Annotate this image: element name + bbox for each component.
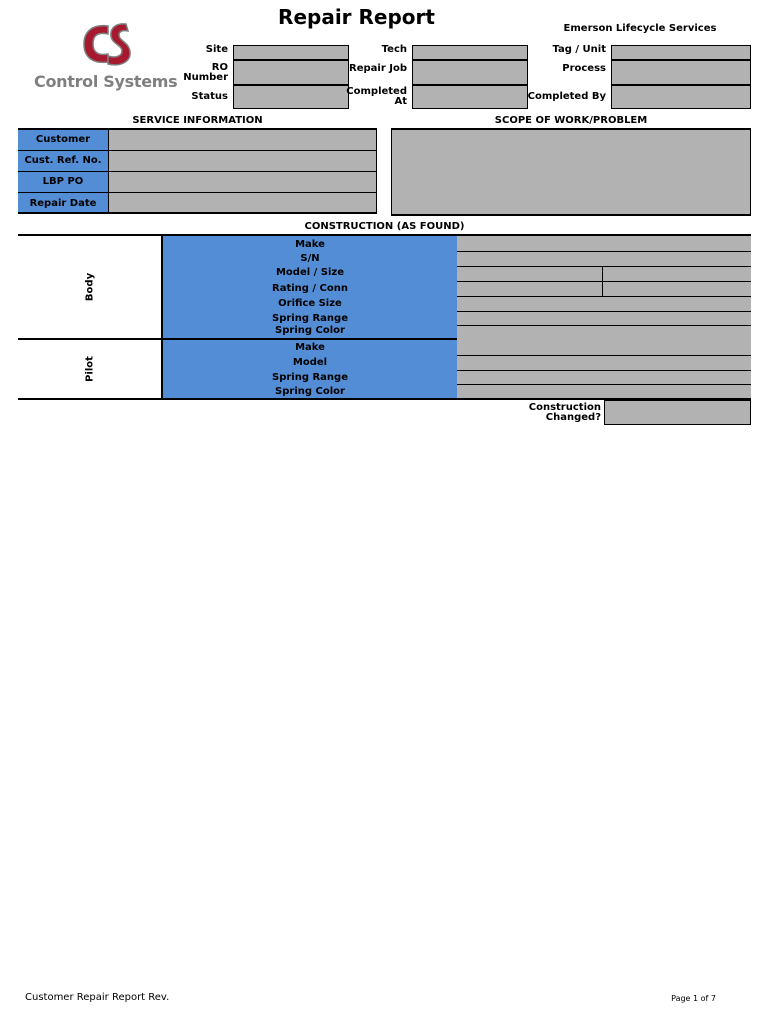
body-spring-color-field[interactable] [457, 325, 751, 340]
pilot-section [18, 340, 751, 400]
site-field[interactable] [233, 45, 349, 60]
lbp-po-label: LBP PO [42, 176, 84, 187]
pilot-spring-color-label: Spring Color [275, 386, 345, 397]
body-model-field[interactable] [457, 266, 603, 281]
body-field-labels [163, 236, 457, 338]
service-info-title: SERVICE INFORMATION [132, 115, 263, 126]
customer-label: Customer [35, 134, 91, 145]
completed-by-field[interactable] [611, 85, 751, 109]
scope-title: SCOPE OF WORK/PROBLEM [494, 115, 648, 126]
body-spring-color-label: Spring Color [275, 325, 345, 336]
repair-job-label: Repair Job [349, 63, 407, 74]
body-model-size-label: Model / Size [275, 267, 345, 278]
service-row[interactable] [18, 172, 377, 193]
construction-title: CONSTRUCTION (AS FOUND) [304, 221, 465, 232]
pilot-model-label: Model [292, 357, 328, 368]
company-name: Emerson Lifecycle Services [563, 23, 717, 34]
cust-ref-label: Cust. Ref. No. [24, 155, 102, 166]
pilot-make-field[interactable] [457, 340, 751, 355]
pilot-spring-color-field[interactable] [457, 384, 751, 398]
body-sn-field[interactable] [457, 251, 751, 266]
service-info-table [18, 128, 377, 214]
body-label: Body [84, 272, 95, 302]
tech-label: Tech [381, 44, 407, 55]
body-size-field[interactable] [603, 266, 751, 281]
body-orifice-size-label: Orifice Size [278, 298, 342, 309]
service-row[interactable] [18, 193, 377, 214]
body-section [18, 234, 751, 340]
pilot-spring-range-label: Spring Range [272, 372, 348, 383]
body-make-label: Make [295, 239, 325, 250]
pilot-make-label: Make [295, 342, 325, 353]
cs-logo-mark-icon [78, 20, 138, 72]
tech-field[interactable] [412, 45, 528, 60]
body-orifice-field[interactable] [457, 296, 751, 311]
repair-job-field[interactable] [412, 60, 528, 85]
tag-unit-field[interactable] [611, 45, 751, 60]
service-row [18, 130, 377, 151]
pilot-label: Pilot [84, 356, 95, 382]
pilot-label-cell [18, 340, 163, 398]
body-value-column [457, 236, 751, 338]
status-label: Status [191, 91, 228, 102]
body-spring-range-label: Spring Range [272, 313, 348, 324]
body-spring-range-field[interactable] [457, 311, 751, 325]
process-field[interactable] [611, 60, 751, 85]
page-number: Page 1 of 7 [671, 994, 716, 1003]
scope-field[interactable] [391, 128, 751, 216]
body-rating-field[interactable] [457, 281, 603, 296]
process-label: Process [562, 63, 606, 74]
footer-left-text: Customer Repair Report Rev. [25, 992, 170, 1003]
page-title: Repair Report [278, 5, 435, 29]
status-field[interactable] [233, 85, 349, 109]
site-label: Site [205, 44, 228, 55]
body-sn-label: S/N [300, 253, 320, 264]
logo-text: Control Systems [34, 72, 178, 91]
pilot-field-labels [163, 340, 457, 398]
ro-number-field[interactable] [233, 60, 349, 85]
pilot-model-field[interactable] [457, 355, 751, 370]
repair-date-label: Repair Date [29, 198, 97, 209]
construction-changed-field[interactable] [604, 400, 751, 425]
body-make-field[interactable] [457, 236, 751, 251]
pilot-value-column [457, 340, 751, 398]
ro-number-label: RO Number [183, 62, 228, 83]
completed-at-field[interactable] [412, 85, 528, 109]
completed-by-label: Completed By [527, 91, 606, 102]
pilot-spring-range-field[interactable] [457, 370, 751, 384]
company-logo [30, 20, 178, 92]
construction-changed-label: Construction Changed? [528, 402, 601, 423]
tag-unit-label: Tag / Unit [552, 44, 606, 55]
service-row[interactable] [18, 151, 377, 172]
completed-at-label: Completed At [346, 86, 407, 107]
body-conn-field[interactable] [603, 281, 751, 296]
body-label-cell [18, 236, 163, 338]
body-rating-conn-label: Rating / Conn [272, 283, 348, 294]
